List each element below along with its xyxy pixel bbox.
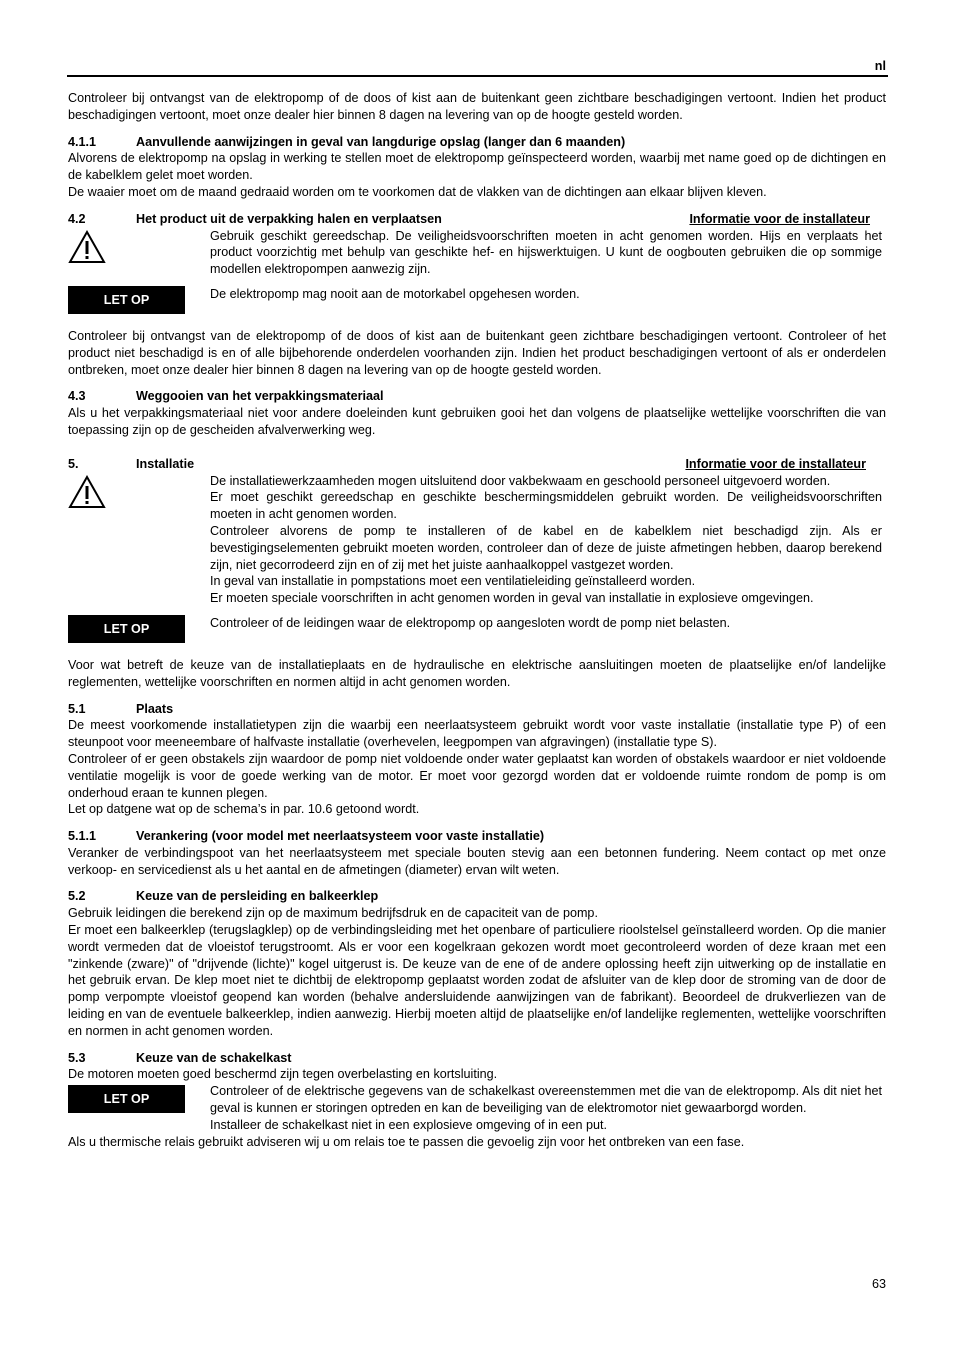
section-number: 5.2 — [68, 889, 86, 904]
letop-block — [68, 1083, 886, 1133]
heading-4-1-1 — [68, 134, 886, 151]
page-content — [68, 90, 886, 1150]
letop-block — [68, 286, 886, 314]
section-title: Plaats — [136, 701, 174, 716]
heading-4-3 — [68, 388, 886, 405]
letop-badge: LET OP — [68, 286, 185, 314]
warning-triangle-icon — [68, 230, 106, 264]
paragraph: Veranker de verbindingspoot van het neerlaatsysteem met speciale bouten stevig aan een betonnen fundering. Neem contact op met onze verkoop- en servicedienst als u het aantal en de afmetingen (diameter) ervan wilt weten. — [68, 845, 886, 877]
section-title: Het product uit de verpakking halen en verplaatsen — [136, 211, 442, 226]
paragraph: Er moet een balkeerklep (terugslagklep) op de verbindingsleiding met het openbare of particuliere rioolstelsel geïnstalleerd worden. Op die manier wordt vermeden dat de vloeistof terugstroomt. Als er voor een kogelkraan gekozen wordt moet gecontroleerd worden of deze kraan met een "zinkende (zware)" of "drijvende (lichte)" kogel uitgerust is. De keuze van de ene of de andere oplossing heeft zijn uitwerking op de installatie en het gebruik ervan. De klep moet niet te dichtbij de elektropomp geplaatst worden zodat de afsluiter van de klep door de stroming van de door de pomp verpompte vloeistof geopend kan worden (behalve andersluidende aanwijzingen van de fabrikant). Beoordeel de drukverliezen van de leiding en van de eventuele balkeerklep, indien aanwezig. Hierbij moeten altijd de plaatselijke en/of landelijke reglementen, wettelijke voorschriften en normen in acht genomen worden. — [68, 923, 886, 1038]
warning-triangle-icon — [68, 475, 106, 509]
paragraph: Controleer bij ontvangst van de elektropomp of de doos of kist aan de buitenkant geen zichtbare beschadigingen vertoont. Controleer of het product niet beschadigd is en of alle bijbehorende onderdelen voorhanden zijn. Indien het product beschadigingen vertoont of als er onderdelen ontbreken, moet onze dealer hier binnen 8 dagen na levering van op de hoogte gesteld worden. — [68, 328, 886, 377]
installer-info-label: Informatie voor de installateur — [689, 211, 870, 226]
section-title: Keuze van de schakelkast — [136, 1050, 292, 1065]
language-code: nl — [874, 59, 886, 73]
letop-block — [68, 615, 886, 643]
section-number: 4.1.1 — [68, 134, 97, 149]
paragraph: Alvorens de elektropomp na opslag in werking te stellen moet de elektropomp geïnspecteerd worden, waarbij met name goed op de dichtingen en de kabelklem gelet moet worden. — [68, 151, 886, 183]
warning-text: De installatiewerkzaamheden mogen uitsluitend door vakbekwaam en geschoold personeel uitgevoerd worden. — [210, 473, 831, 488]
section-number: 5. — [68, 456, 79, 471]
section-title: Aanvullende aanwijzingen in geval van langdurige opslag (langer dan 6 maanden) — [136, 134, 626, 149]
section-title: Keuze van de persleiding en balkeerklep — [136, 889, 379, 904]
heading-4-2 — [68, 211, 886, 228]
letop-text: Controleer of de elektrische gegevens van de schakelkast overeenstemmen met die van de elektropomp. Als dit niet het geval is kunnen er storingen optreden en kan de beveiliging van de elektromotor niet gewaarborgd worden. — [210, 1084, 882, 1116]
letop-text: Installeer de schakelkast niet in een explosieve omgeving of in een put. — [210, 1117, 607, 1132]
heading-5-1-1 — [68, 828, 886, 845]
warning-text: Er moet geschikt gereedschap en geschikte beschermingsmiddelen gebruikt worden. De veiligheidsvoorschriften moeten in acht genomen worden. — [210, 490, 882, 522]
paragraph: Controleer of er geen obstakels zijn waardoor de pomp niet voldoende onder water geplaatst kan worden of obstakels waardoor er niet voldoende ventilatie mogelijk is voor de goede werking van de motor. Er moet voor gezorgd worden dat er voldoende ruimte rondom de pomp is om onderhoud eraan te kunnen plegen. — [68, 751, 886, 800]
heading-5-2 — [68, 888, 886, 905]
installer-info-label: Informatie voor de installateur — [685, 456, 866, 471]
paragraph: De meest voorkomende installatietypen zijn die waarbij een neerlaatsysteem gebruikt wordt voor vaste installatie (installatie type P) of een steunpoot voor meeneembare of halfvaste installatie (overhevelen, leegpompen van afgravingen) (installatie type S). — [68, 718, 886, 750]
section-number: 5.1 — [68, 701, 86, 716]
warning-text: In geval van installatie in pompstations moet een ventilatieleiding geïnstalleerd worden. — [210, 574, 696, 589]
paragraph: De waaier moet om de maand gedraaid worden om te voorkomen dat de vlakken van de dichtingen aan elkaar blijven kleven. — [68, 184, 767, 199]
paragraph: Voor wat betreft de keuze van de installatieplaats en de hydraulische en elektrische aansluitingen moeten de plaatselijke en/of landelijke reglementen, wettelijke voorschriften en normen altijd in acht genomen worden. — [68, 657, 886, 689]
heading-5-1 — [68, 701, 886, 718]
paragraph: Gebruik leidingen die berekend zijn op de maximum bedrijfsdruk en de capaciteit van de pomp. — [68, 906, 598, 921]
page-number: 63 — [871, 1277, 886, 1291]
warning-block — [68, 473, 886, 607]
paragraph: Als u het verpakkingsmateriaal niet voor andere doeleinden kunt gebruiken gooi het dan volgens de plaatselijke wettelijke voorschriften die van toepassing zijn op de gescheiden afvalverwerking weg. — [68, 406, 886, 437]
paragraph: Als u thermische relais gebruikt adviseren wij u om relais toe te passen die gevoelig zijn voor het ontbreken van een fase. — [68, 1134, 745, 1149]
header-rule — [67, 75, 888, 77]
section-number: 5.3 — [68, 1050, 86, 1065]
section-number: 5.1.1 — [68, 829, 97, 844]
section-title: Weggooien van het verpakkingsmateriaal — [136, 389, 384, 404]
paragraph: Let op datgene wat op de schema’s in par. 10.6 getoond wordt. — [68, 802, 420, 817]
section-number: 4.3 — [68, 389, 86, 404]
paragraph: De motoren moeten goed beschermd zijn tegen overbelasting en kortsluiting. — [68, 1067, 498, 1082]
warning-block — [68, 228, 886, 278]
letop-badge: LET OP — [68, 615, 185, 643]
section-title: Verankering (voor model met neerlaatsysteem voor vaste installatie) — [136, 829, 545, 844]
warning-text: Gebruik geschikt gereedschap. De veiligheidsvoorschriften moeten in acht genomen worden. Hijs en verplaats het product voorzichtig met behulp van geschikte hef- en hijswerktuigen. U kunt de oogbouten gebruiken die op sommige modellen elektropompen aanwezig zijn. — [210, 228, 882, 277]
heading-5-3 — [68, 1050, 886, 1067]
letop-badge: LET OP — [68, 1085, 185, 1113]
intro-paragraph: Controleer bij ontvangst van de elektropomp of de doos of kist aan de buitenkant geen zichtbare beschadigingen vertoont. Indien het product beschadigingen vertoont, moet onze dealer hier binnen 8 dagen na levering van op de hoogte gesteld worden. — [68, 91, 886, 122]
heading-5 — [68, 456, 886, 473]
letop-text: De elektropomp mag nooit aan de motorkabel opgehesen worden. — [210, 286, 580, 301]
section-title: Installatie — [136, 456, 195, 471]
letop-text: Controleer of de leidingen waar de elektropomp op aangesloten wordt de pomp niet belasten. — [210, 615, 731, 630]
warning-text: Er moeten speciale voorschriften in acht genomen worden in geval van installatie in explosieve omgevingen. — [210, 591, 814, 606]
section-number: 4.2 — [68, 211, 86, 226]
warning-text: Controleer alvorens de pomp te installeren of de kabel en de kabelklem niet beschadigd zijn. Als er bevestigingselementen gebruikt moeten worden, controleer dan of deze de juiste afmetingen hebben, daarop berekend zijn, niet gecorrodeerd zijn en of zij met het juiste aanhaalkoppel vastgezet worden. — [210, 523, 882, 572]
